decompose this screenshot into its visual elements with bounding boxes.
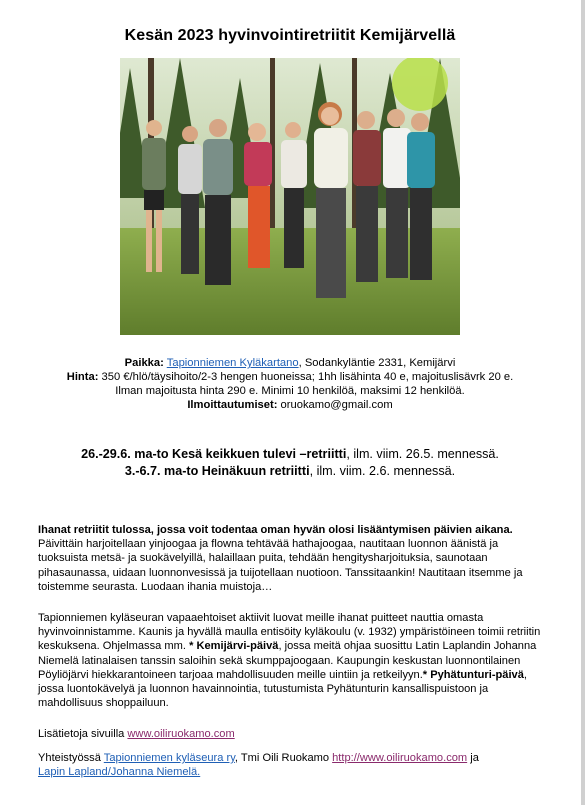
latin-lapland-link[interactable]: Lapin Lapland/Johanna Niemelä. bbox=[38, 766, 201, 779]
partners-text-1: Yhteistyössä bbox=[38, 752, 104, 764]
place-link[interactable]: Tapionniemen Kyläkartano bbox=[166, 357, 299, 369]
paragraph-intro bbox=[38, 523, 546, 594]
date-line-2 bbox=[0, 463, 580, 480]
more-info-text: Lisätietoja sivuilla bbox=[38, 728, 128, 740]
date-1-deadline: , ilm. viim. 26.5. mennessä. bbox=[346, 447, 499, 461]
signup-label: Ilmoittautumiset: bbox=[187, 399, 278, 411]
event-info bbox=[0, 356, 580, 412]
price-line bbox=[0, 370, 580, 384]
page-edge bbox=[581, 0, 585, 805]
website-link[interactable]: www.oiliruokamo.com bbox=[127, 728, 235, 740]
retreat-dates bbox=[0, 446, 580, 480]
date-2-title: 3.-6.7. ma-to Heinäkuun retriitti bbox=[124, 464, 310, 478]
group-photo bbox=[120, 58, 460, 335]
paragraph-more-info bbox=[38, 727, 546, 741]
date-1-title: 26.-29.6. ma-to Kesä keikkuen tulevi –retriitti bbox=[81, 447, 347, 461]
price-line-2: Ilman majoitusta hinta 290 e. Minimi 10 henkilöä, maksimi 12 henkilöä. bbox=[115, 385, 465, 397]
paragraph-program bbox=[38, 611, 546, 710]
place-label: Paikka: bbox=[124, 357, 164, 369]
date-2-deadline: , ilm. viim. 2.6. mennessä. bbox=[309, 464, 456, 478]
page-title: Kesän 2023 hyvinvointiretriitit Kemijärvellä bbox=[124, 27, 456, 44]
kemijarvi-day: * Kemijärvi-päivä bbox=[189, 640, 279, 653]
pyhatunturi-day: * Pyhätunturi-päivä bbox=[422, 668, 524, 681]
paragraph-partners bbox=[38, 751, 546, 779]
signup-email: oruokamo@gmail.com bbox=[277, 399, 393, 411]
program-text-3: , jossa luontokävelyä ja luonnon havainnointia, tutustumista Pyhätunturin kansallispuistoon ja mahdollisuus shoppailuun. bbox=[38, 668, 527, 710]
partners-text-3: ja bbox=[467, 752, 479, 764]
intro-text: Päivittäin harjoitellaan yinjoogaa ja flowna tehtävää hathajoogaa, nautitaan luonnon äänistä ja tuoksuista metsä- ja suokävelyillä, halaillaan puita, tehdään hengitysharjoituksia, saunotaan pihasaunassa, uidaan luonnonvesissä ja tuijotellaan nuotioon. Tanssitaankin! Nautitaan itsemme ja toistemme seurasta. Luodaan ihania muistoja… bbox=[38, 538, 523, 593]
place-line bbox=[0, 356, 580, 370]
intro-bold: Ihanat retriitit tulossa, jossa voit todentaa oman hyvän olosi lisääntymisen päivien aikana. bbox=[38, 524, 513, 536]
program-text-2: , jossa meitä ohjaa suosittu Latin Laplandin Johanna Niemelä latinalaisen tanssin saloihin sekä skumppajoogaan. Kaupungin keskustan luonnontilainen Pöyliöjärvi hiekkarantoineen tarjoaa mahdollisuuden meille uintiin ja retkeilyyn. bbox=[38, 640, 537, 681]
program-text-1: Tapionniemen kyläseuran vapaaehtoiset aktiivit luovat meille ihanat puitteet nauttia omasta hyvinvoinnistamme. Kaunis ja hyvällä maulla entisöity kyläkoulu (v. 1932) ympäristöineen toimii retriitin keskuksena. Ohjelmassa mm. bbox=[38, 612, 541, 653]
village-association-link[interactable]: Tapionniemen kyläseura ry bbox=[103, 752, 235, 764]
forest-group-illustration bbox=[120, 58, 460, 335]
date-line-1 bbox=[0, 446, 580, 463]
place-address: , Sodankyläntie 2331, Kemijärvi bbox=[298, 357, 456, 369]
signup-line bbox=[0, 398, 580, 412]
partners-text-2: , Tmi Oili Ruokamo bbox=[234, 752, 333, 764]
price-label: Hinta: bbox=[66, 371, 99, 383]
price-text: 350 €/hlö/täysihoito/2-3 hengen huoneissa; 1hh lisähinta 40 e, majoituslisävrk 20 e. bbox=[98, 371, 514, 383]
oiliruokamo-link[interactable]: http://www.oiliruokamo.com bbox=[332, 752, 468, 764]
